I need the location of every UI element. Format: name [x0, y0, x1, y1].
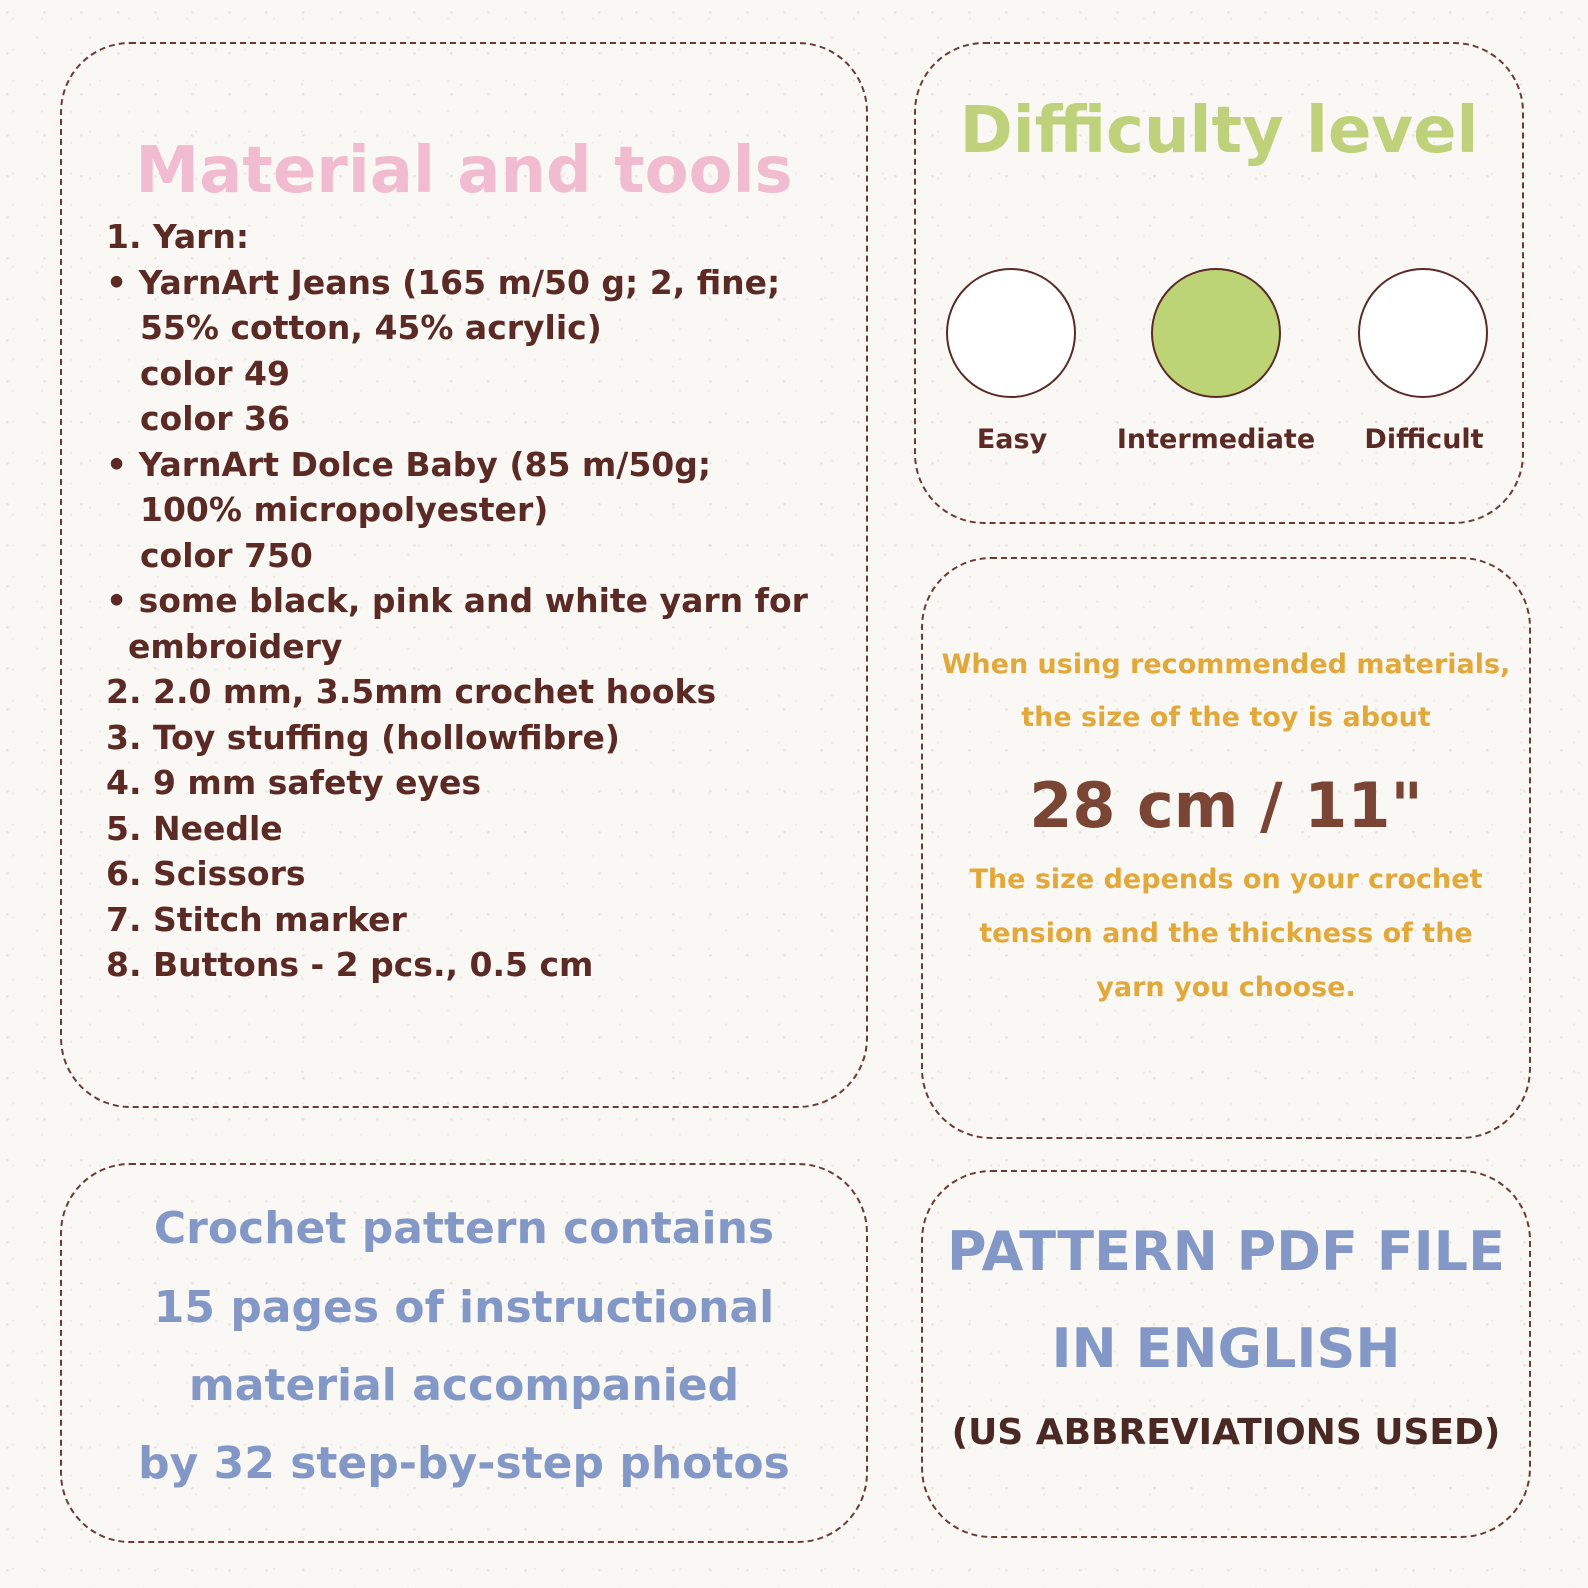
list-item: 7. Stitch marker [106, 899, 407, 939]
list-item: 4. 9 mm safety eyes [106, 763, 482, 802]
list-item: 8. Buttons - 2 pcs., 0.5 cm [106, 945, 594, 984]
materials-card [60, 42, 868, 1108]
list-item: 3. Toy stuffing (hollowfibre) [106, 717, 620, 757]
list-item: 55% cotton, 45% acrylic) [140, 308, 602, 347]
list-item: • YarnArt Dolce Baby (85 m/50g; [106, 444, 712, 484]
list-item: 5. Needle [106, 808, 283, 848]
list-item: 1. Yarn: [106, 217, 250, 256]
difficulty-circle-difficult [1358, 268, 1488, 398]
list-item: color 36 [140, 399, 290, 438]
pdf-info-card [921, 1170, 1531, 1538]
materials-title: Material and tools [135, 134, 793, 208]
list-item: color 750 [140, 535, 313, 575]
difficulty-label-easy: Easy [976, 424, 1048, 455]
list-item: • some black, pink and white yarn for [106, 581, 808, 620]
pdf-abbreviations-note: (US ABBREVIATIONS USED) [951, 1412, 1501, 1453]
contents-line: by 32 step-by-step photos [138, 1438, 790, 1489]
list-item: color 49 [140, 353, 290, 393]
size-value: 28 cm / 11" [1029, 769, 1423, 842]
pattern-contents-card [60, 1163, 868, 1543]
list-item: 100% micropolyester) [140, 490, 549, 529]
size-card [921, 557, 1531, 1139]
size-intro-line: the size of the toy is about [1021, 702, 1431, 733]
list-item: 2. 2.0 mm, 3.5mm crochet hooks [106, 672, 717, 711]
contents-line: 15 pages of instructional [153, 1282, 775, 1333]
pdf-heading-line: IN ENGLISH [1051, 1317, 1401, 1380]
difficulty-circle-intermediate-selected [1151, 268, 1281, 398]
difficulty-title: Difficulty level [959, 94, 1479, 168]
list-item: embroidery [128, 626, 343, 666]
pdf-heading-line: PATTERN PDF FILE [947, 1220, 1505, 1283]
contents-line: material accompanied [188, 1360, 740, 1411]
list-item: • YarnArt Jeans (165 m/50 g; 2, fine; [106, 262, 781, 302]
size-note-line: yarn you choose. [1096, 972, 1356, 1003]
contents-line: Crochet pattern contains [153, 1203, 775, 1254]
difficulty-label-intermediate: Intermediate [1116, 424, 1316, 455]
size-note-line: tension and the thickness of the [979, 918, 1473, 949]
difficulty-card [914, 42, 1524, 524]
size-note-line: The size depends on your crochet [969, 864, 1483, 895]
size-intro-line: When using recommended materials, [941, 649, 1511, 680]
difficulty-label-difficult: Difficult [1364, 424, 1484, 455]
materials-list [106, 214, 808, 988]
difficulty-circle-easy [946, 268, 1076, 398]
list-item: 6. Scissors [106, 854, 306, 893]
